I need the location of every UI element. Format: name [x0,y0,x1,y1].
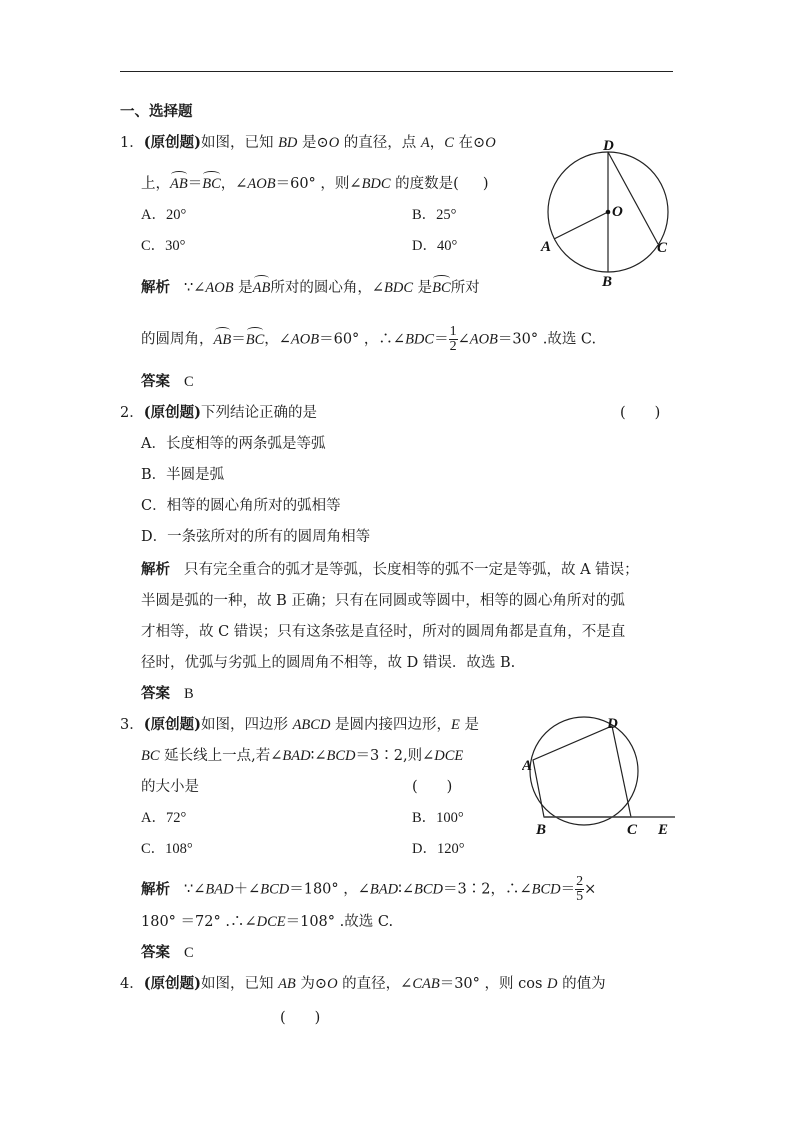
label-b: B [602,274,613,290]
q1-answer-value: C [184,374,194,390]
q2-answer-blank: ( ) [620,405,661,421]
label-a: A [522,758,533,774]
label-c: C [657,240,668,256]
q2-option-a[interactable]: A．长度相等的两条弧是等弧 [141,436,326,452]
arc-bc: BC [202,176,221,192]
quadrilateral-abcd [533,726,631,817]
q1-figure-circle [535,135,685,290]
q2-analysis-line4: 径时，优弧与劣弧上的圆周角不相等，故 D 错误．故选 B. [141,655,516,671]
q3-option-a[interactable]: A．72° [141,810,187,826]
q3-option-d[interactable]: D．120° [412,841,465,857]
q3-option-b[interactable]: B．100° [412,810,464,826]
q3-answer: 答案 C [141,944,194,961]
q3-figure-cyclic-quadrilateral [522,710,682,840]
q4-answer-blank: ( ) [280,1010,321,1026]
segment-oa [554,212,608,239]
q1-answer-label: 答案 [141,373,170,390]
q1-option-b[interactable]: B．25° [412,207,457,223]
q3-analysis-line2: 180° ＝72° .∴∠DCE＝108° .故选 C. [141,914,394,930]
q3-number: 3． [120,717,144,733]
q1-number: 1． [120,135,144,151]
header-rule [120,71,673,72]
q1-source: (原创题) [143,134,201,151]
q2-answer: 答案 B [141,685,194,702]
q2-option-c[interactable]: C．相等的圆心角所对的弧相等 [141,498,341,514]
q1-stem-line2: 上，AB＝BC，∠AOB＝60° ，则∠BDC 的度数是( ) [141,176,489,192]
q3-stem-line3: 的大小是 [141,779,199,795]
q1-option-c[interactable]: C．30° [141,238,186,254]
q1-option-d[interactable]: D．40° [412,238,458,254]
label-b: B [536,822,547,838]
q1-answer [141,372,194,392]
q3-answer-blank: ( ) [412,779,453,795]
label-c: C [627,822,638,838]
fraction-one-half: $\frac{1}{2}$ [449,324,457,354]
label-o: O [612,204,623,220]
center-point [606,210,611,215]
label-e: E [658,822,669,838]
label-a: A [541,239,552,255]
q2-option-d[interactable]: D．一条弦所对的所有的圆周角相等 [141,529,371,545]
arc-ab: AB [170,176,188,192]
q1-analysis-line1: 解析 ∵∠AOB 是AB所对的圆心角，∠BDC 是BC所对 [141,279,480,296]
q2-option-b[interactable]: B．半圆是弧 [141,467,225,483]
q1-stem-line1: 1．(原创题)如图，已知 BD 是⊙O 的直径，点 A，C 在⊙O [120,134,496,151]
q3-stem-line2: BC 延长线上一点,若∠BAD∶∠BCD＝3∶2,则∠DCE [141,748,464,764]
q3-stem-line1: 3．(原创题)如图，四边形 ABCD 是圆内接四边形，E 是 [120,716,480,733]
q2-analysis-line1: 解析 只有完全重合的弧才是等弧，长度相等的弧不一定是等弧，故 A 错误； [141,561,639,578]
section-title: 一、选择题 [120,103,193,120]
q2-analysis-line3: 才相等，故 C 错误；只有这条弦是直径时，所对的圆周角都是直角，不是直 [141,624,626,640]
q2-analysis-line2: 半圆是弧的一种，故 B 正确；只有在同圆或等圆中，相等的圆心角所对的弧 [141,593,625,609]
q2-number: 2． [120,405,144,421]
q2-stem: 2．(原创题)下列结论正确的是 [120,404,317,421]
q3-analysis-line1: 解析 ∵∠BAD＋∠BCD＝180° ，∠BAD∶∠BCD＝3∶2，∴∠BCD＝ $\frac{2}{5}$ × [141,874,597,904]
q4-number: 4． [120,976,144,992]
q3-option-c[interactable]: C．108° [141,841,193,857]
q1-analysis-label: 解析 [141,279,170,296]
fraction-two-fifths: $\frac{2}{5}$ [576,874,584,904]
label-d: D [607,716,618,732]
q1-option-a[interactable]: A．20° [141,207,187,223]
label-d: D [603,138,614,154]
q1-analysis-line2: 的圆周角，AB＝BC，∠AOB＝60° ，∴∠BDC＝ $\frac{1}{2}$ ∠AOB＝30° .故选 C. [141,324,597,354]
chord-dc [608,152,658,244]
q4-stem: 4．(原创题)如图，已知 AB 为⊙O 的直径，∠CAB＝30° ，则 cos D 的值为 [120,975,606,992]
